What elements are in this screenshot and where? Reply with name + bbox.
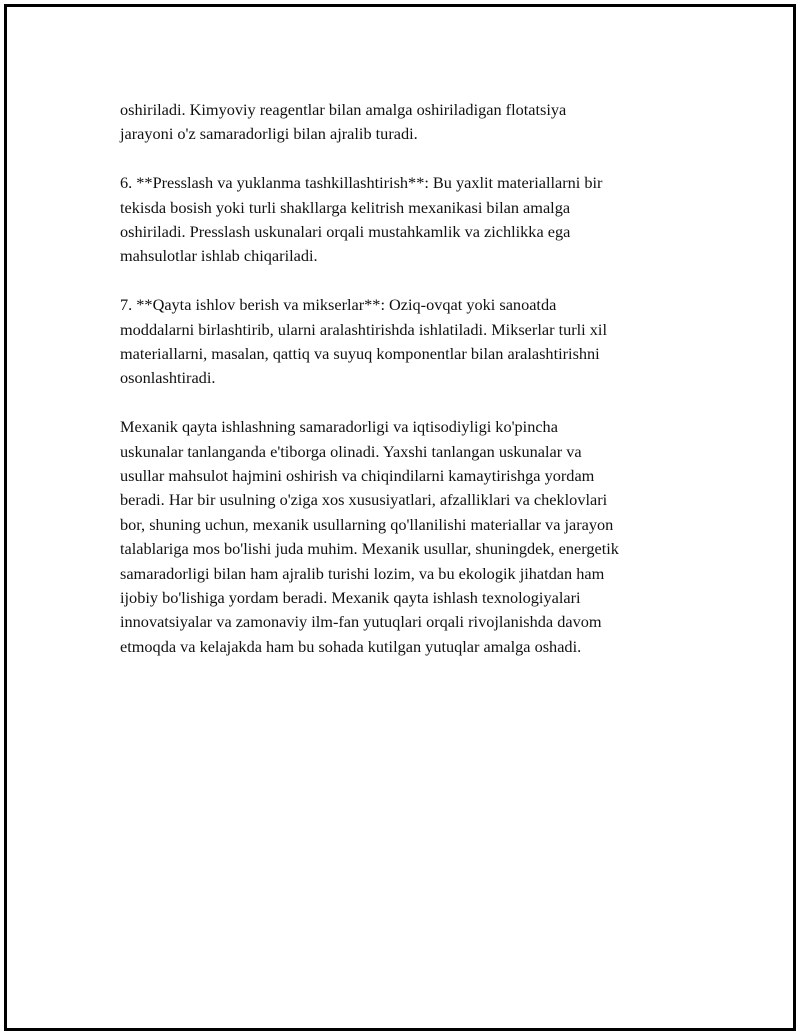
- text-line: usullar mahsulot hajmini oshirish va chiqindilarni kamaytirishga yordam: [120, 466, 595, 486]
- paragraph-item-7-mixers: [120, 293, 700, 391]
- text-line: oshiriladi. Kimyoviy reagentlar bilan amalga oshiriladigan flotatsiya: [120, 100, 567, 119]
- text-line: Mexanik qayta ishlashning samaradorligi va iqtisodiyligi ko'pincha: [120, 417, 558, 437]
- text-line: beradi. Har bir usulning o'ziga xos xususiyatlari, afzalliklari va cheklovlari: [120, 490, 608, 510]
- text-line: etmoqda va kelajakda ham bu sohada kutilgan yutuqlar amalga oshadi.: [120, 636, 582, 656]
- text-line: talablariga mos bo'lishi juda muhim. Mexanik usullar, shuningdek, energetik: [120, 539, 619, 559]
- text-line: jarayoni o'z samaradorligi bilan ajralib turadi.: [120, 124, 418, 144]
- text-line: tekisda bosish yoki turli shakllarga kelitrish mexanikasi bilan amalga: [120, 197, 571, 217]
- text-line: 6. **Presslash va yuklanma tashkillashtirish**: Bu yaxlit materiallarni bir: [120, 173, 603, 193]
- text-line: uskunalar tanlanganda e'tiborga olinadi. Yaxshi tanlangan uskunalar va: [120, 441, 582, 461]
- paragraph-item-6-pressing: [120, 171, 700, 269]
- text-line: 7. **Qayta ishlov berish va mikserlar**: Oziq-ovqat yoki sanoatda: [120, 295, 557, 315]
- text-line: osonlashtiradi.: [120, 368, 216, 388]
- text-line: materiallarni, masalan, qattiq va suyuq komponentlar bilan aralashtirishni: [120, 344, 600, 364]
- paragraph-flotation-continuation: [120, 98, 700, 147]
- text-line: bor, shuning uchun, mexanik usullarning qo'llanilishi materiallar va jarayon: [120, 514, 614, 534]
- text-line: oshiriladi. Presslash uskunalari orqali mustahkamlik va zichlikka ega: [120, 222, 571, 242]
- text-line: innovatsiyalar va zamonaviy ilm-fan yutuqlari orqali rivojlanishda davom: [120, 612, 602, 632]
- text-line: ijobiy bo'lishiga yordam beradi. Mexanik qayta ishlash texnologiyalari: [120, 588, 581, 608]
- text-line: samaradorligi bilan ham ajralib turishi lozim, va bu ekologik jihatdan ham: [120, 563, 605, 583]
- text-line: mahsulotlar ishlab chiqariladi.: [120, 246, 318, 266]
- document-body: [120, 98, 700, 684]
- paragraph-conclusion: [120, 415, 700, 659]
- page-border-frame: [4, 4, 796, 1031]
- text-line: moddalarni birlashtirib, ularni aralashtirishda ishlatiladi. Mikserlar turli xil: [120, 319, 607, 339]
